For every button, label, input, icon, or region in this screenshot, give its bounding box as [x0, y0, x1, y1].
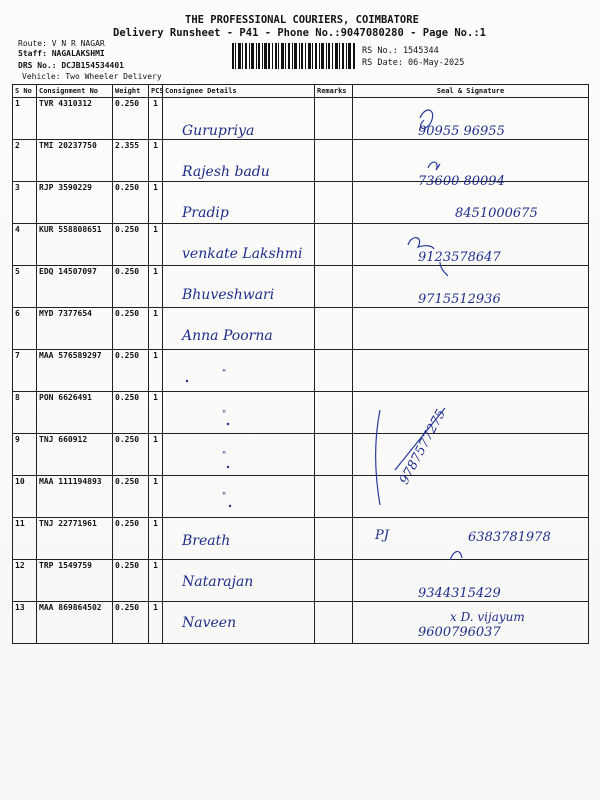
row-sno: 6: [13, 308, 37, 350]
consignee-handwritten: Bhuveshwari: [182, 287, 275, 303]
row-signature-cell: [353, 308, 589, 350]
consignee-handwritten: ": [222, 369, 227, 379]
row-sno: 3: [13, 182, 37, 224]
col-header-weight: Weight: [113, 85, 149, 98]
signature-phone-number: 9715512936: [418, 292, 501, 307]
table-row: [13, 392, 589, 434]
row-weight: 0.250: [113, 308, 149, 350]
row-pcs: 1: [149, 350, 163, 392]
col-header-seal-signature: Seal & Signature: [353, 85, 589, 98]
row-remarks-cell: [315, 140, 353, 182]
consignee-handwritten: ": [222, 492, 227, 502]
row-weight: 0.250: [113, 266, 149, 308]
row-consignee-cell: [163, 476, 315, 518]
row-sno: 13: [13, 602, 37, 644]
row-remarks-cell: [315, 224, 353, 266]
row-consignment-no: TNJ 22771961: [37, 518, 113, 560]
row-weight: 0.250: [113, 350, 149, 392]
row-consignment-no: TNJ 660912: [37, 434, 113, 476]
row-consignee-cell: [163, 350, 315, 392]
vehicle-label: Vehicle: Two Wheeler Delivery: [22, 72, 162, 81]
row-remarks-cell: [315, 434, 353, 476]
consignee-handwritten: Anna Poorna: [182, 328, 273, 344]
row-sno: 11: [13, 518, 37, 560]
signature-group-number: 9787577275: [397, 406, 450, 488]
row-consignment-no: TRP 1549759: [37, 560, 113, 602]
row-signature-cell: [353, 350, 589, 392]
row-weight: 0.250: [113, 392, 149, 434]
consignee-handwritten: Gurupriya: [182, 123, 255, 139]
row-sno: 9: [13, 434, 37, 476]
consignee-handwritten: ": [222, 451, 227, 461]
row-consignee-cell: [163, 434, 315, 476]
row-consignment-no: EDQ 14507097: [37, 266, 113, 308]
signature-phone-number: 8451000675: [455, 206, 538, 221]
row-remarks-cell: [315, 392, 353, 434]
row-signature-cell: [353, 434, 589, 476]
signature-phone-number: 9600796037: [418, 625, 501, 640]
signature-phone-number: 73600 80094: [418, 174, 505, 189]
row-pcs: 1: [149, 224, 163, 266]
row-pcs: 1: [149, 392, 163, 434]
consignee-handwritten: Naveen: [182, 615, 237, 631]
rs-number: RS No.: 1545344: [362, 46, 439, 56]
col-header-sno: S No: [13, 85, 37, 98]
row-signature-cell: [353, 392, 589, 434]
signature-11-mark: PJ: [375, 528, 389, 543]
row-remarks-cell: [315, 266, 353, 308]
row-remarks-cell: [315, 308, 353, 350]
row-consignment-no: MYD 7377654: [37, 308, 113, 350]
row-remarks-cell: [315, 518, 353, 560]
row-consignment-no: MAA 576589297: [37, 350, 113, 392]
table-row: [13, 350, 589, 392]
row-sno: 1: [13, 98, 37, 140]
row-consignment-no: KUR 558808651: [37, 224, 113, 266]
table-row: [13, 560, 589, 602]
row-sno: 10: [13, 476, 37, 518]
row-pcs: 1: [149, 140, 163, 182]
row-remarks-cell: [315, 182, 353, 224]
row-weight: 0.250: [113, 476, 149, 518]
row-sno: 8: [13, 392, 37, 434]
table-row: [13, 434, 589, 476]
row-sno: 2: [13, 140, 37, 182]
row-weight: 2.355: [113, 140, 149, 182]
col-header-pcs: PCS: [149, 85, 163, 98]
row-pcs: 1: [149, 476, 163, 518]
row-pcs: 1: [149, 434, 163, 476]
staff-label: Staff: NAGALAKSHMI: [18, 49, 105, 58]
row-pcs: 1: [149, 98, 163, 140]
row-sno: 4: [13, 224, 37, 266]
row-consignment-no: RJP 3590229: [37, 182, 113, 224]
row-remarks-cell: [315, 476, 353, 518]
company-title: THE PROFESSIONAL COURIERS, COIMBATORE: [185, 14, 419, 26]
row-sno: 7: [13, 350, 37, 392]
signature-vijayam: x D. vijayum: [450, 610, 525, 624]
row-weight: 0.250: [113, 602, 149, 644]
row-weight: 0.250: [113, 560, 149, 602]
table-header-row: [13, 85, 589, 98]
row-weight: 0.250: [113, 224, 149, 266]
row-sno: 5: [13, 266, 37, 308]
consignee-handwritten: Natarajan: [182, 574, 254, 590]
row-signature-cell: [353, 476, 589, 518]
consignee-handwritten: Pradip: [182, 205, 229, 221]
barcode-image: [232, 43, 356, 69]
row-consignment-no: TVR 4310312: [37, 98, 113, 140]
row-pcs: 1: [149, 266, 163, 308]
row-pcs: 1: [149, 518, 163, 560]
col-header-consignment: Consignment No: [37, 85, 113, 98]
runsheet-table: [12, 84, 589, 644]
table-row: [13, 476, 589, 518]
row-consignee-cell: [163, 392, 315, 434]
consignee-handwritten: Breath: [182, 533, 231, 549]
route-label: Route: V N R NAGAR: [18, 39, 105, 48]
signature-phone-number: 6383781978: [468, 530, 551, 545]
row-pcs: 1: [149, 308, 163, 350]
col-header-remarks: Remarks: [315, 85, 353, 98]
signature-phone-number: 90955 96955: [418, 124, 505, 139]
consignee-handwritten: Rajesh badu: [182, 164, 270, 180]
row-remarks-cell: [315, 560, 353, 602]
consignee-handwritten: ": [222, 410, 227, 420]
signature-phone-number: 9344315429: [418, 586, 501, 601]
row-weight: 0.250: [113, 434, 149, 476]
rs-date: RS Date: 06-May-2025: [362, 58, 465, 68]
row-remarks-cell: [315, 350, 353, 392]
row-pcs: 1: [149, 602, 163, 644]
row-consignment-no: PON 6626491: [37, 392, 113, 434]
signature-phone-number: 9123578647: [418, 250, 501, 265]
drs-number: DRS No.: DCJB154534401: [18, 61, 124, 70]
col-header-consignee: Consignee Details: [163, 85, 315, 98]
row-consignment-no: MAA 111194893: [37, 476, 113, 518]
row-weight: 0.250: [113, 182, 149, 224]
row-remarks-cell: [315, 98, 353, 140]
row-weight: 0.250: [113, 518, 149, 560]
row-weight: 0.250: [113, 98, 149, 140]
runsheet-title: Delivery Runsheet - P41 - Phone No.:9047080280 - Page No.:1: [113, 27, 486, 39]
consignee-handwritten: venkate Lakshmi: [182, 246, 303, 262]
row-consignment-no: MAA 869864502: [37, 602, 113, 644]
table-row: [13, 266, 589, 308]
row-pcs: 1: [149, 182, 163, 224]
row-remarks-cell: [315, 602, 353, 644]
row-consignment-no: TMI 20237750: [37, 140, 113, 182]
row-sno: 12: [13, 560, 37, 602]
row-pcs: 1: [149, 560, 163, 602]
table-row: [13, 308, 589, 350]
